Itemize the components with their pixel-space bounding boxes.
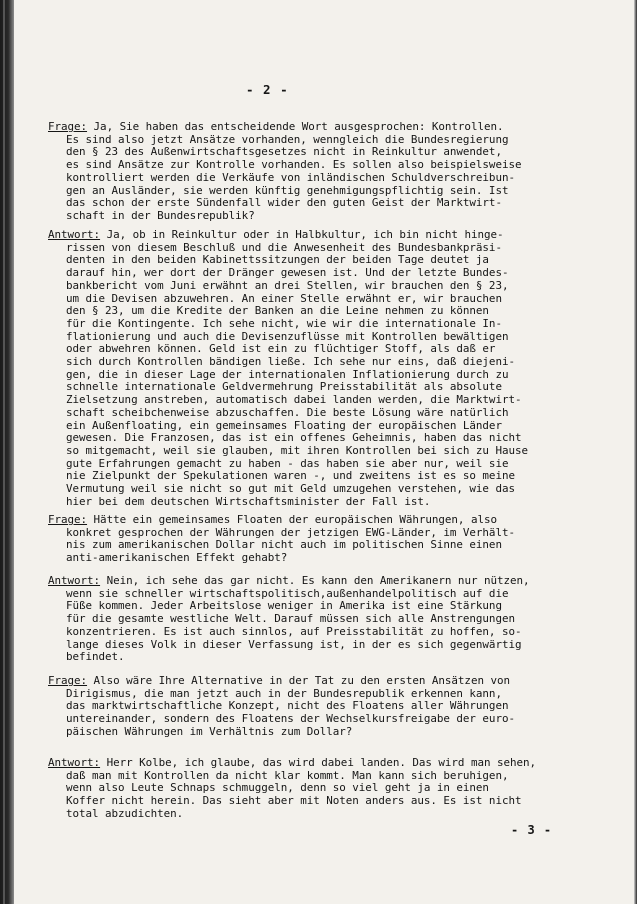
text-line: nis zum amerikanischen Dollar nicht auch im politischen Sinne einen bbox=[66, 538, 502, 552]
question-1 bbox=[48, 121, 596, 223]
text-line: konzentrieren. Es ist auch sinnlos, auf Preisstabilität zu hoffen, so- bbox=[66, 624, 522, 638]
text-line: sich durch Kontrollen bändigen ließe. Ich sehe nur eins, daß diejeni- bbox=[66, 355, 515, 369]
text-line: hier bei dem deutschen Wirtschaftsminister der Fall ist. bbox=[66, 494, 431, 508]
text-line: das marktwirtschaftliche Konzept, nicht des Floatens aller Währungen bbox=[66, 699, 509, 713]
text-line: es sind Ansätze zur Kontrolle vorhanden. Es sollen also beispielsweise bbox=[66, 158, 522, 172]
text-line: wenn also Leute Schnaps schmuggeln, denn so viel geht ja in einen bbox=[66, 781, 489, 795]
text-line: Nein, ich sehe das gar nicht. Es kann den Amerikanern nur nützen, bbox=[100, 574, 530, 587]
text-line: gewesen. Die Franzosen, das ist ein offenes Geheimnis, haben das nicht bbox=[66, 431, 522, 445]
text-line: ein Außenfloating, ein gemeinsames Floating der europäischen Länder bbox=[66, 418, 502, 432]
text-line: untereinander, sondern des Floatens der Wechselkursfreigabe der euro- bbox=[66, 712, 515, 726]
text-line: Also wäre Ihre Alternative in der Tat zu den ersten Ansätzen von bbox=[87, 674, 510, 687]
scan-edge-left bbox=[0, 0, 14, 904]
text-line: flationierung und auch die Devisenzuflüsse mit Kontrollen bewältigen bbox=[66, 329, 509, 343]
text-line: bankbericht vom Juni erwähnt an drei Stellen, wir brauchen den § 23, bbox=[66, 278, 509, 292]
text-line: schnelle internationale Geldvermehrung Preisstabilität als absolute bbox=[66, 380, 502, 394]
text-line: Füße kommen. Jeder Arbeitslose weniger in Amerika ist eine Stärkung bbox=[66, 599, 502, 613]
question-3 bbox=[48, 675, 596, 739]
text-line: oder abwehren können. Geld ist ein zu flüchtiger Stoff, als daß er bbox=[66, 342, 496, 356]
text-line: das schon der erste Sündenfall wider den guten Geist der Marktwirt- bbox=[66, 196, 502, 210]
text-line: den § 23 des Außenwirtschaftsgesetzes nicht in Reinkultur anwendet, bbox=[66, 145, 502, 159]
speaker-label: Antwort: bbox=[48, 574, 101, 587]
text-line: wenn sie schneller wirtschaftspolitisch,außenhandelpolitisch auf die bbox=[66, 586, 509, 600]
text-line: schaft in der Bundesrepublik? bbox=[66, 208, 255, 222]
text-line: Zielsetzung anstreben, automatisch dabei landen werden, die Marktwirt- bbox=[66, 393, 522, 407]
text-line: Herr Kolbe, ich glaube, das wird dabei landen. Das wird man sehen, bbox=[100, 756, 537, 769]
text-line: Vermutung weil sie nicht so gut mit Geld umzugehen verstehen, wie das bbox=[66, 482, 515, 496]
text-line: Dirigismus, die man jetzt auch in der Bundesrepublik erkennen kann, bbox=[66, 686, 502, 700]
question-2 bbox=[48, 514, 596, 565]
text-line: gen, die in dieser Lage der internationalen Inflationierung durch zu bbox=[66, 367, 509, 381]
answer-1 bbox=[48, 229, 596, 508]
speaker-label: Frage: bbox=[48, 513, 88, 526]
text-line: total abzudichten. bbox=[66, 806, 184, 820]
text-line: gute Erfahrungen gemacht zu haben - das haben sie aber nur, weil sie bbox=[66, 456, 509, 470]
text-line: päischen Währungen im Verhältnis zum Dollar? bbox=[66, 724, 353, 738]
text-line: so mitgemacht, weil sie glauben, mit ihren Kontrollen bei sich zu Hause bbox=[66, 443, 528, 457]
text-line: konkret gesprochen der Währungen der jetzigen EWG-Länder, im Verhält- bbox=[66, 525, 515, 539]
page-number-top: - 2 - bbox=[246, 82, 289, 97]
text-line: den § 23, um die Kredite der Banken an die Leine nehmen zu können bbox=[66, 304, 489, 318]
text-line: Es sind also jetzt Ansätze vorhanden, wenngleich die Bundesregierung bbox=[66, 132, 509, 146]
text-line: Ja, ob in Reinkultur oder in Halbkultur, ich bin nicht hinge- bbox=[100, 228, 504, 241]
text-line: für die gesamte westliche Welt. Darauf müssen sich alle Anstrengungen bbox=[66, 612, 515, 626]
text-line: daß man mit Kontrollen da nicht klar kommt. Man kann sich beruhigen, bbox=[66, 768, 509, 782]
text-line: für die Kontingente. Ich sehe nicht, wie wir die internationale In- bbox=[66, 316, 502, 330]
speaker-label: Antwort: bbox=[48, 228, 101, 241]
text-line: nie Zielpunkt der Spekulationen waren -, und zweitens ist es so meine bbox=[66, 469, 515, 483]
page-number-bottom: - 3 - bbox=[511, 823, 553, 837]
speaker-label: Antwort: bbox=[48, 756, 101, 769]
text-line: denten in den beiden Kabinettssitzungen der beiden Tage deutet ja bbox=[66, 253, 489, 267]
text-line: anti-amerikanischen Effekt gehabt? bbox=[66, 551, 288, 565]
answer-3 bbox=[48, 757, 596, 821]
answer-2 bbox=[48, 575, 596, 664]
text-line: gen an Ausländer, sie werden künftig genehmigungspflichtig sein. Ist bbox=[66, 183, 509, 197]
text-line: Hätte ein gemeinsames Floaten der europäischen Währungen, also bbox=[87, 513, 497, 526]
text-line: rissen von diesem Beschluß und die Anwesenheit des Bundesbankpräsi- bbox=[66, 240, 502, 254]
text-line: um die Devisen abzuwehren. An einer Stelle erwähnt er, wir brauchen bbox=[66, 291, 502, 305]
text-line: befindet. bbox=[66, 650, 125, 664]
text-line: Ja, Sie haben das entscheidende Wort ausgesprochen: Kontrollen. bbox=[87, 120, 504, 133]
speaker-label: Frage: bbox=[48, 674, 88, 687]
text-line: darauf hin, wer dort der Dränger gewesen ist. Und der letzte Bundes- bbox=[66, 266, 509, 280]
text-line: kontrolliert werden die Verkäufe von inländischen Schuldverschreibun- bbox=[66, 170, 515, 184]
speaker-label: Frage: bbox=[48, 120, 88, 133]
text-line: lange dieses Volk in dieser Verfassung ist, in der es sich gegenwärtig bbox=[66, 637, 522, 651]
text-line: Koffer nicht herein. Das sieht aber mit Noten anders aus. Es ist nicht bbox=[66, 794, 522, 808]
text-line: schaft scheibchenweise abzuschaffen. Die beste Lösung wäre natürlich bbox=[66, 405, 509, 419]
